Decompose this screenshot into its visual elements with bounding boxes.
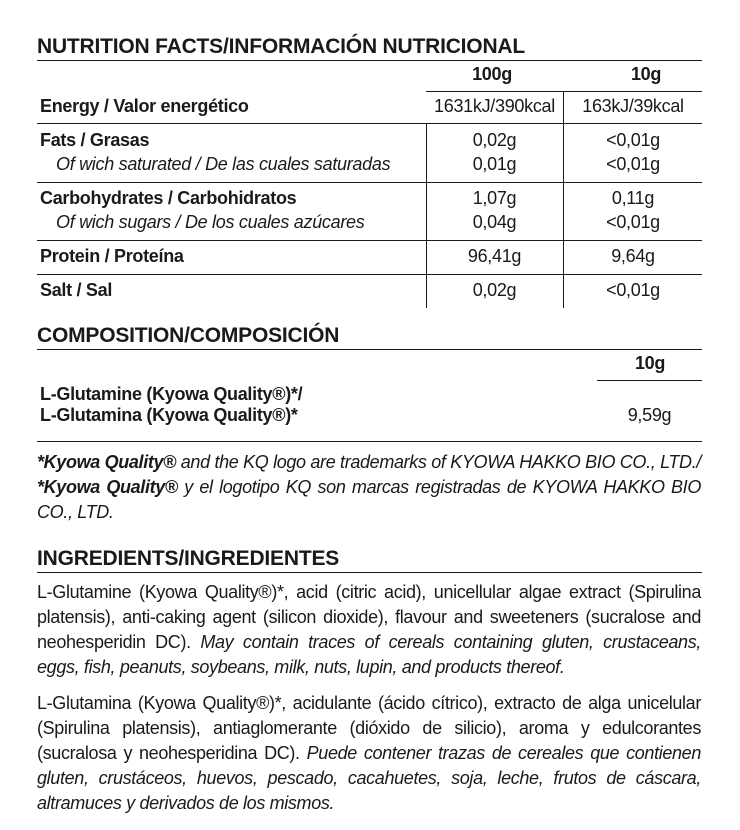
row-protein-100g: 96,41g xyxy=(467,246,522,266)
col-divider-mid xyxy=(563,123,564,308)
header-rule xyxy=(426,91,702,92)
col-100g-header: 100g xyxy=(472,64,512,84)
row-sugars-100g: 0,04g xyxy=(472,212,517,232)
row-fats-10g: <0,01g xyxy=(606,130,660,150)
row-salt-label: Salt / Sal xyxy=(40,280,113,300)
composition-title: COMPOSITION/COMPOSICIÓN xyxy=(37,324,340,347)
trademark-text-en: and the KQ logo are trademarks of KYOWA HAKKO BIO CO., LTD./ xyxy=(176,452,701,472)
row-rule xyxy=(37,274,702,275)
row-saturated-100g: 0,01g xyxy=(472,154,517,174)
composition-col-header: 10g xyxy=(634,353,666,373)
row-carbs-100g: 1,07g xyxy=(472,188,517,208)
row-saturated-10g: <0,01g xyxy=(606,154,660,174)
row-protein-10g: 9,64g xyxy=(611,246,655,266)
row-energy-label: Energy / Valor energético xyxy=(40,96,249,116)
col-10g-header: 10g xyxy=(630,64,662,84)
ingredients-en-text: L-Glutamine (Kyowa Quality®)*, acid (citric acid), unicellular algae extract (Spirulina platensis), anti-caking agent (silicon dioxide), flavour and sweeteners (sucralose and neohesperidin DC). xyxy=(37,582,701,652)
composition-title-rule xyxy=(37,349,702,350)
row-rule xyxy=(37,123,702,124)
trademark-note xyxy=(37,450,701,525)
composition-header-rule xyxy=(597,380,702,381)
composition-item-line2: L-Glutamina (Kyowa Quality®)* xyxy=(40,405,298,425)
composition-item-value: 9,59g xyxy=(627,405,672,425)
ingredients-title-rule xyxy=(37,572,702,573)
row-salt-100g: 0,02g xyxy=(472,280,517,300)
row-rule xyxy=(37,240,702,241)
row-carbs-label: Carbohydrates / Carbohidratos xyxy=(40,188,297,208)
ingredients-title: INGREDIENTS/INGREDIENTES xyxy=(37,547,340,570)
ingredients-en-allergens: May contain traces of cereals containing gluten, crustaceans, eggs, fish, peanuts, soybeans, milk, nuts, lupin, and products thereof. xyxy=(37,632,701,677)
row-protein-label: Protein / Proteína xyxy=(40,246,184,266)
composition-rule xyxy=(37,441,702,442)
row-carbs-10g: 0,11g xyxy=(611,188,655,208)
ingredients-es xyxy=(37,691,701,816)
nutrition-title: NUTRITION FACTS/INFORMACIÓN NUTRICIONAL xyxy=(37,35,525,58)
row-energy-100g: 1631kJ/390kcal xyxy=(434,96,555,116)
trademark-brand-en: *Kyowa Quality® xyxy=(37,452,177,472)
col-divider-left xyxy=(426,123,427,308)
row-sugars-label: Of wich sugars / De los cuales azúcares xyxy=(56,212,365,232)
row-sugars-10g: <0,01g xyxy=(606,212,660,232)
ingredients-es-allergens: Puede contener trazas de cereales que contienen gluten, crustáceos, huevos, pescado, cacahuetes, soja, leche, frutos de cáscara, altramuces y derivados de los mismos. xyxy=(37,743,702,813)
ingredients-es-text: L-Glutamina (Kyowa Quality®)*, acidulante (ácido cítrico), extracto de alga unicelular (Spirulina platensis), antiaglomerante (dióxido de silicio), aroma y edulcorantes (sucralosa y neohesperidina DC). xyxy=(37,693,701,763)
row-fats-100g: 0,02g xyxy=(472,130,517,150)
nutrition-title-rule xyxy=(37,60,702,61)
row-fats-label: Fats / Grasas xyxy=(40,130,150,150)
row-salt-10g: <0,01g xyxy=(606,280,660,300)
ingredients-en xyxy=(37,580,701,680)
composition-item-line1: L-Glutamine (Kyowa Quality®)*/ xyxy=(40,384,303,404)
trademark-text-es: y el logotipo KQ son marcas registradas de KYOWA HAKKO BIO CO., LTD. xyxy=(37,477,701,522)
row-rule xyxy=(37,182,702,183)
trademark-brand-es: *Kyowa Quality® xyxy=(37,477,178,497)
row-saturated-label: Of wich saturated / De las cuales saturadas xyxy=(56,154,391,174)
row-energy-10g: 163kJ/39kcal xyxy=(582,96,684,116)
